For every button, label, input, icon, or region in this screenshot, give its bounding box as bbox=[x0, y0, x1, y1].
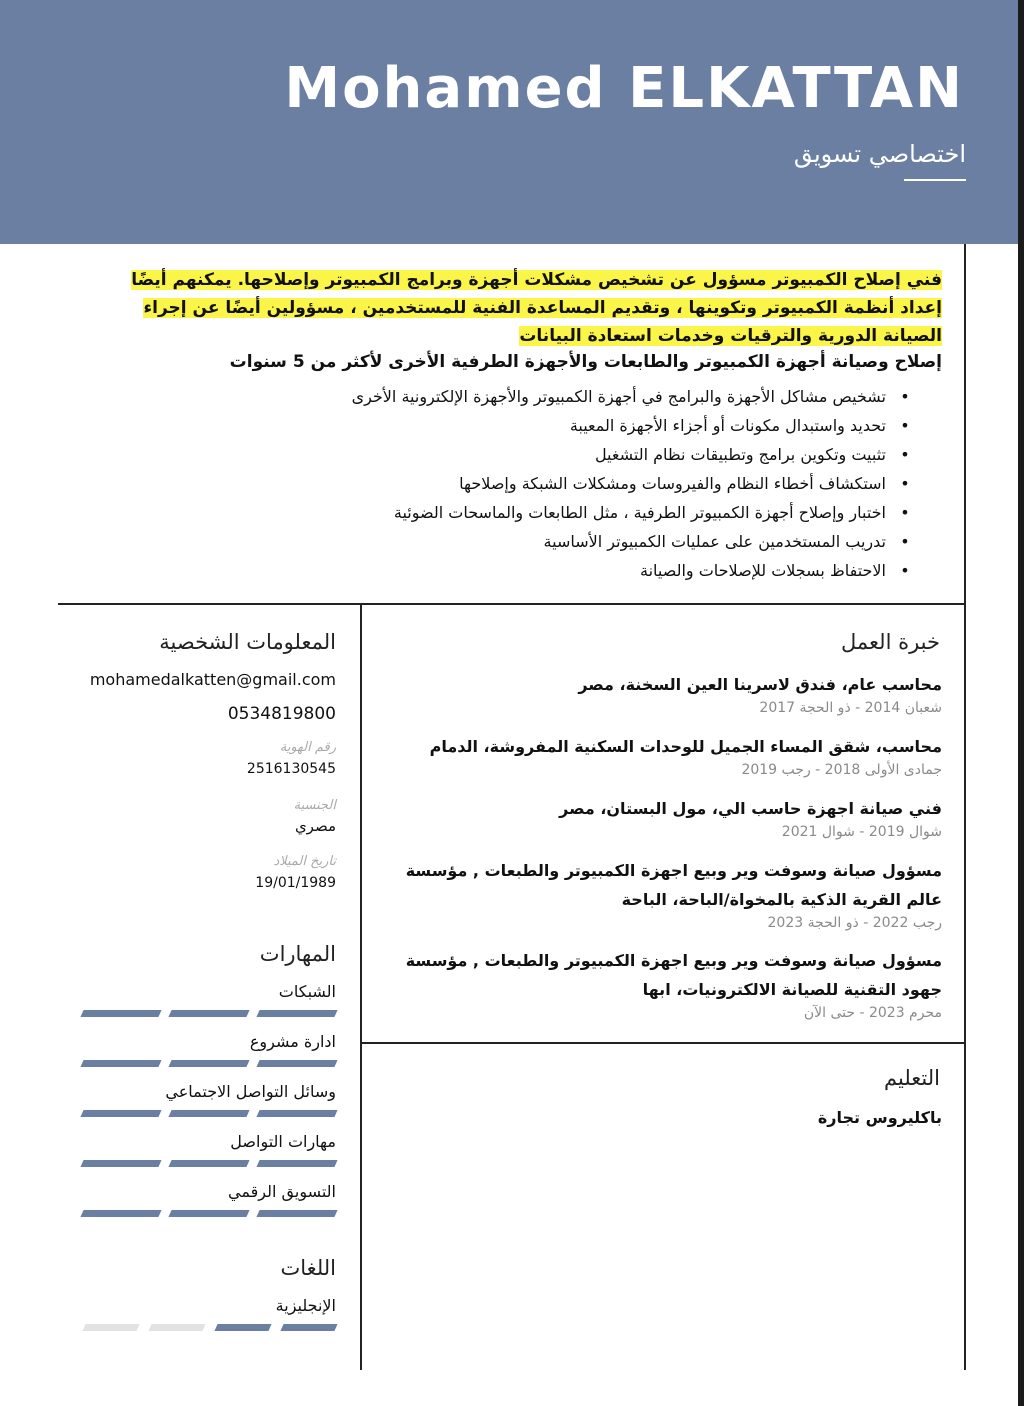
skill-rating-segment bbox=[256, 1010, 337, 1017]
job-title: محاسب، شقق المساء الجميل للوحدات السكنية المفروشة، الدمام bbox=[429, 737, 942, 756]
education-degree: باكليروس تجارة bbox=[817, 1108, 942, 1127]
skill-item bbox=[80, 1080, 336, 1104]
birth-date bbox=[255, 854, 336, 891]
language-item bbox=[80, 1294, 336, 1318]
skill-rating-segment bbox=[256, 1110, 337, 1117]
skill-rating bbox=[80, 1010, 336, 1018]
nationality-label: الجنسية bbox=[293, 798, 336, 813]
language-label: الإنجليزية bbox=[275, 1296, 336, 1315]
phone-value: 0534819800 bbox=[227, 704, 336, 724]
email bbox=[90, 670, 336, 689]
list-item: • تدريب المستخدمين على عمليات الكمبيوتر الأساسية bbox=[352, 527, 916, 556]
birth-value: 19/01/1989 bbox=[255, 875, 336, 891]
job-title: محاسب عام، فندق لاسرينا العين السخنة، مصر bbox=[578, 675, 942, 694]
personal-heading: المعلومات الشخصية bbox=[159, 630, 336, 654]
id-value: 2516130545 bbox=[246, 761, 336, 777]
email-value: mohamedalkatten@gmail.com bbox=[89, 670, 336, 689]
language-rating-segment bbox=[214, 1324, 271, 1331]
education-heading: التعليم bbox=[884, 1066, 940, 1090]
list-item: • استكشاف أخطاء النظام والفيروسات ومشكلات الشبكة وإصلاحها bbox=[352, 469, 916, 498]
skill-label: الشبكات bbox=[278, 982, 336, 1001]
skill-rating-segment bbox=[80, 1210, 161, 1217]
skill-rating bbox=[80, 1160, 336, 1168]
section-divider-top bbox=[58, 603, 966, 605]
languages-heading: اللغات bbox=[280, 1256, 336, 1280]
job-title: مسؤول صيانة وسوفت وير وبيع اجهزة الكمبيوتر والطبعات , مؤسسة عالم القرية الذكية بالمخواة/الباحة، الباحة bbox=[405, 861, 942, 909]
skill-rating bbox=[80, 1210, 336, 1218]
skill-rating bbox=[80, 1060, 336, 1068]
skill-label: مهارات التواصل bbox=[230, 1132, 336, 1151]
skill-rating-segment bbox=[256, 1160, 337, 1167]
nationality-value: مصري bbox=[294, 817, 336, 835]
language-rating-segment bbox=[82, 1324, 139, 1331]
skill-rating-segment bbox=[80, 1110, 161, 1117]
skill-label: وسائل التواصل الاجتماعي bbox=[165, 1082, 336, 1101]
id-label: رقم الهوية bbox=[279, 740, 336, 755]
skill-label: ادارة مشروع bbox=[249, 1032, 336, 1051]
job-date: شعبان 2014 - ذو الحجة 2017 bbox=[759, 700, 942, 716]
work-heading: خبرة العمل bbox=[841, 630, 940, 654]
skill-rating-segment bbox=[168, 1210, 249, 1217]
skill-item bbox=[80, 1030, 336, 1054]
skill-rating-segment bbox=[168, 1060, 249, 1067]
language-rating bbox=[80, 1324, 336, 1332]
job-date: محرم 2023 - حتى الآن bbox=[803, 1005, 942, 1021]
skill-rating-segment bbox=[168, 1160, 249, 1167]
skill-item bbox=[80, 1130, 336, 1154]
job-entry bbox=[382, 794, 942, 841]
title-underline bbox=[904, 179, 966, 181]
skill-rating-segment bbox=[80, 1010, 161, 1017]
skill-rating-segment bbox=[256, 1210, 337, 1217]
education-entry bbox=[382, 1103, 942, 1132]
list-item: • تشخيص مشاكل الأجهزة والبرامج في أجهزة الكمبيوتر والأجهزة الإلكترونية الأخرى bbox=[352, 382, 916, 411]
job-entry bbox=[382, 670, 942, 717]
skill-item bbox=[80, 1180, 336, 1204]
skill-rating-segment bbox=[168, 1010, 249, 1017]
skill-label: التسويق الرقمي bbox=[228, 1182, 336, 1201]
job-date: شوال 2019 - شوال 2021 bbox=[781, 824, 942, 840]
skill-rating-segment bbox=[80, 1060, 161, 1067]
summary-text: فني إصلاح الكمبيوتر مسؤول عن تشخيص مشكلات أجهزة وبرامج الكمبيوتر وإصلاحها. يمكنهم أيضًا إعداد أنظمة الكمبيوتر وتكوينها ، وتقديم المساعدة الفنية للمستخدمين ، مسؤولين أيضًا عن إجراء الصيانة الدورية والترقيات وخدمات استعادة البيانات bbox=[131, 270, 942, 346]
page-edge bbox=[1018, 0, 1024, 1406]
job-date: جمادى الأولى 2018 - رجب 2019 bbox=[741, 762, 942, 778]
skills-heading: المهارات bbox=[259, 942, 336, 966]
id-number bbox=[247, 740, 336, 777]
phone bbox=[228, 704, 336, 724]
list-item: • اختبار وإصلاح أجهزة الكمبيوتر الطرفية ، مثل الطابعات والماسحات الضوئية bbox=[352, 498, 916, 527]
language-rating-segment bbox=[280, 1324, 337, 1331]
job-title: مسؤول صيانة وسوفت وير وبيع اجهزة الكمبيوتر والطبعات , مؤسسة جهود التقنية للصيانة الالكترونيات، ابها bbox=[405, 951, 942, 999]
header-banner bbox=[0, 0, 1024, 244]
nationality bbox=[294, 798, 336, 835]
birth-label: تاريخ الميلاد bbox=[273, 854, 336, 869]
job-entry bbox=[382, 856, 942, 932]
job-entry bbox=[382, 946, 942, 1022]
candidate-name: Mohamed ELKATTAN bbox=[284, 56, 964, 121]
list-item: • تحديد واستبدال مكونات أو أجزاء الأجهزة المعيبة bbox=[352, 411, 916, 440]
column-divider bbox=[360, 603, 362, 1370]
list-item: • تثبيت وتكوين برامج وتطبيقات نظام التشغيل bbox=[352, 440, 916, 469]
skill-item bbox=[80, 980, 336, 1004]
experience-bullets bbox=[352, 382, 916, 585]
profile-summary bbox=[92, 266, 942, 350]
skill-rating-segment bbox=[256, 1060, 337, 1067]
candidate-title: اختصاصي تسويق bbox=[793, 140, 966, 168]
skill-rating-segment bbox=[168, 1110, 249, 1117]
list-item: • الاحتفاظ بسجلات للإصلاحات والصيانة bbox=[352, 556, 916, 585]
job-date: رجب 2022 - ذو الحجة 2023 bbox=[767, 915, 942, 931]
job-title: فني صيانة اجهزة حاسب الي، مول البستان، مصر bbox=[559, 799, 942, 818]
job-entry bbox=[382, 732, 942, 779]
experience-summary-title: إصلاح وصيانة أجهزة الكمبيوتر والطابعات والأجهزة الطرفية الأخرى لأكثر من 5 سنوات bbox=[229, 352, 942, 372]
frame-line-right bbox=[964, 244, 966, 1370]
language-rating-segment bbox=[148, 1324, 205, 1331]
section-divider-education bbox=[360, 1042, 966, 1044]
skill-rating-segment bbox=[80, 1160, 161, 1167]
skill-rating bbox=[80, 1110, 336, 1118]
